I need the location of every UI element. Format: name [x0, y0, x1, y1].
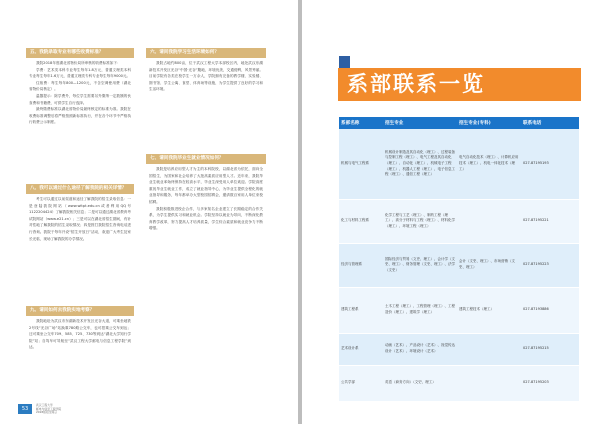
dept-majors-zk	[457, 199, 521, 243]
qa-paragraph: 温馨提示：除学费外，每位学生需要另外缴纳一定数额的伙食费和书籍费，可供学生自行选择。	[29, 93, 131, 105]
footer-line: 武汉工程大学	[36, 403, 53, 407]
dept-name: 艺术设计系	[339, 333, 383, 365]
qa-body	[146, 58, 266, 158]
header-majors-zk: 招生专业(专科)	[457, 117, 521, 129]
qa-body	[26, 58, 134, 188]
qa-title: 八、我可以通过什么途径了解我院的相关详情？	[26, 184, 134, 194]
table-row	[339, 365, 579, 401]
qa-title: 九、请问如何去我院实地考察？	[26, 306, 134, 316]
dept-name: 公共学部	[339, 365, 383, 401]
dept-name: 机械与电气工程系	[339, 129, 383, 199]
dept-majors: 英语（商务方向）（文史、理工）	[383, 365, 457, 401]
dept-phone: 027-87195221	[521, 199, 579, 243]
qa-paragraph: 我院是培养应用型人才为主的本科院校，以湖北省为依托，面向全国招生，为国家和社会培养了大批高素质应用型人才。近年来，我院毕业生就业率始终保持在较高水平，毕业生深受用人单位欢迎。学院高度重视毕业生就业工作，成立了就业指导中心，为毕业生提供全程化的就业指导和服务，每年都举办大型校园招聘会，邀请数百家用人单位来校招聘。	[149, 167, 263, 204]
qa-section	[146, 48, 266, 158]
table-row	[339, 333, 579, 365]
dept-majors-zk	[457, 333, 521, 365]
qa-paragraph: 住宿费：每生每年800—1200元，不含空调使用费（湖北省物价局核定）。	[29, 80, 131, 92]
dept-name: 经济与管理系	[339, 243, 383, 287]
table-row	[339, 199, 579, 243]
qa-body	[26, 316, 134, 408]
left-page	[0, 0, 298, 424]
footer-line: 邮电与信息工程学院	[36, 406, 62, 411]
footer-text	[36, 404, 61, 415]
qa-section	[146, 154, 266, 392]
qa-body	[146, 164, 266, 392]
dept-phone: 027-87195223	[521, 243, 579, 287]
qa-section	[26, 184, 134, 308]
qa-title: 七、请问我院毕业生就业情况如何？	[146, 154, 266, 164]
dept-phone: 027-87193886	[521, 287, 579, 333]
footer-line: 2018版招生简章	[36, 410, 58, 414]
qa-body	[26, 194, 134, 308]
dept-phone: 027-87195215	[521, 333, 579, 365]
qa-section	[26, 48, 134, 188]
dept-phone: 027-87195203	[521, 365, 579, 401]
qa-paragraph: 我院2018年度湖北省物价局所审核的收费标准如下：	[36, 61, 121, 65]
table-row	[339, 129, 579, 199]
dept-name: 化工与材料工程系	[339, 199, 383, 243]
dept-phone: 027-87195193	[521, 129, 579, 199]
dept-majors-zk: 建筑工程技术（理工）	[457, 287, 521, 333]
header-dept: 系部名称	[339, 117, 383, 129]
dept-name: 建筑工程系	[339, 287, 383, 333]
qa-paragraph: 我院占地约800亩，位于武汉工程大学本部校区内，地处武汉东湖新技术开发区光谷“中国·光谷”腹地，环境优美，交通便利，风景秀丽。目前学院有各类在校学生一万余人，学院拥有完备的教学楼、实验楼、图书馆、学生公寓、食堂、体育场等设施，为学生提供了良好的学习和生活环境。	[149, 61, 263, 92]
table-row	[339, 243, 579, 287]
dept-majors: 化学工程与工艺（理工）、制药工程（理工）、高分子材料与工程（理工）、材料化学（理工）、环境工程（理工）	[383, 199, 457, 243]
dept-majors-zk: 会计（文史、理工）、市场营销（文史、理工）	[457, 243, 521, 287]
header-majors: 招生专业	[383, 117, 457, 129]
header-phone: 联系电话	[521, 117, 579, 129]
qa-paragraph: 学费：艺术类本科专业每生每年1.8万元，普通文理类本科专业每生每年1.6万元，普通文理类专科专业每生每年9000元。	[29, 67, 131, 79]
table-header-row	[339, 117, 579, 129]
qa-paragraph: 最终缴费标准以湖北省物价局最终核定的标准为准。我院在收费标准调整后将严格按照新标准执行，并在各个环节中严格执行收费公示制度。	[29, 107, 131, 125]
qa-paragraph: 考生可以通过以前渠道和途径了解我院的招生录取信息：一是登陆我院网站（www.witpt.edu.cn或者利用QQ号1122204424）了解我院相关信息；二是可以通过湖北省教育考试院网站（www.e21.cn）；三是可以在湖北省招生期间，有针对性地了解我院的招生录取情况；四是拨打我院招生咨询电话进行咨询。我院于每年开设“招生开放日”活动，欢迎广大考生及家长光临，现场了解我院的办学情况。	[29, 197, 131, 241]
right-page	[302, 0, 600, 424]
dept-majors-zk: 电气自动化技术（理工）、计算机应用技术（理工）、机电一体化技术（理工）	[457, 129, 521, 199]
dept-majors: 国际经济与贸易（文史、理工）、会计学（文史、理工）、财务管理（文史、理工）、法学（文史）	[383, 243, 457, 287]
table-row	[339, 287, 579, 333]
qa-title: 五、我院录取专业有哪些收费标准？	[26, 48, 134, 58]
dept-majors-zk	[457, 365, 521, 401]
dept-majors: 机械设计制造及其自动化（理工）、过程装备与控制工程（理工）、电气工程及其自动化（理工）、自动化（理工）、机械电子工程（理工）、机器人工程（理工）、电子信息工程（理工）、通信工程（理工）	[383, 129, 457, 199]
department-contact-table	[339, 117, 579, 402]
qa-paragraph: 我院地址为武汉市东湖新技术开发区光谷大道，可乘坐地铁2号线“光谷广场”站换乘780路公交车，也可搭乘公交车到达；还可乘坐公交车709、585、725、730等到达“湖北大学知行学院”站；自驾车可导航至“武汉工程大学邮电与信息工程学院”到达。	[29, 319, 131, 350]
dept-majors: 动画（艺术）、产品设计（艺术）、视觉传达设计（艺术）、环境设计（艺术）	[383, 333, 457, 365]
qa-paragraph: 我院积极推进校企合作，与多家知名企业建立了长期稳定的合作关系，为学生提供实习和就业机会。学院坚持以就业为导向，不断深化教育教学改革，努力提高人才培养质量，学生综合素质和就业竞争力不断增强。	[149, 206, 263, 231]
page-title: 系部联系一览	[338, 68, 581, 101]
qa-title: 六、请问我院学习生活环境如何？	[146, 48, 266, 58]
qa-section	[26, 306, 134, 408]
dept-majors: 土木工程（理工）、工程管理（理工）、工程造价（理工）、建筑学（理工）	[383, 287, 457, 333]
page-number: 53	[18, 404, 32, 414]
